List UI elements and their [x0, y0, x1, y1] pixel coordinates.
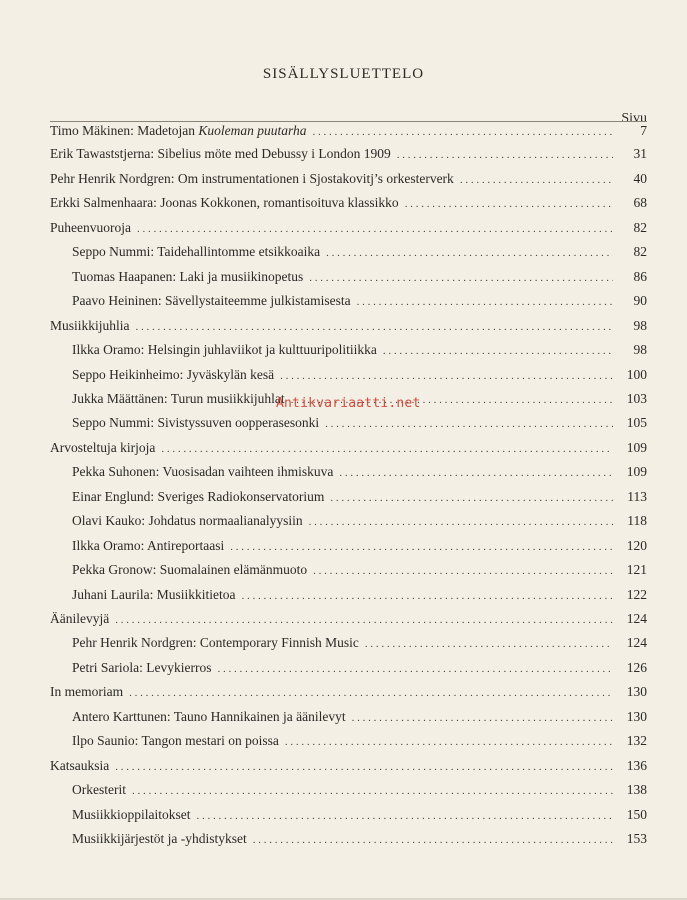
toc-entry-text: Arvosteltuja kirjoja	[50, 439, 156, 455]
toc-page-number: 82	[633, 219, 647, 235]
toc-entry-title	[72, 830, 247, 848]
toc-entry-title	[72, 414, 319, 432]
toc-entry-title	[50, 170, 454, 188]
toc-entry-title	[72, 292, 351, 310]
toc-entry	[50, 683, 647, 701]
toc-entry	[50, 439, 647, 457]
toc-entry	[72, 634, 647, 652]
leader-dots	[357, 293, 613, 311]
toc-entry	[50, 219, 647, 237]
toc-entry-text: Jukka Määttänen: Turun musiikkijuhlat	[72, 390, 285, 406]
toc-entry	[72, 537, 647, 555]
leader-dots	[280, 367, 613, 385]
toc-page-number: 90	[633, 293, 647, 309]
toc-entry-text: Ilkka Oramo: Helsingin juhlaviikot ja kulttuuripolitiikka	[72, 342, 377, 358]
toc-page-number: 86	[633, 268, 647, 284]
toc-entry-text: Pehr Henrik Nordgren: Contemporary Finnish Music	[72, 635, 359, 651]
toc-page-number: 121	[626, 562, 647, 578]
toc-page-number: 124	[626, 611, 647, 626]
toc-page-number: 31	[633, 146, 647, 162]
toc-entry	[50, 170, 647, 188]
page-title: SISÄLLYSLUETTELO	[262, 66, 425, 82]
toc-entry-title	[72, 659, 211, 677]
leader-dots	[217, 660, 613, 678]
toc-page-number: 7	[640, 123, 647, 138]
toc-entry-text: Einar Englund: Sveriges Radiokonservatorium	[72, 488, 325, 504]
toc-page-number: 100	[626, 366, 647, 382]
leader-dots	[115, 611, 613, 629]
toc-entry-text: Pekka Gronow: Suomalainen elämänmuoto	[72, 562, 308, 578]
toc-entry-title	[72, 366, 274, 384]
leader-dots	[405, 195, 613, 213]
toc-page-number: 118	[627, 513, 647, 529]
toc-entry	[72, 414, 647, 432]
toc-page-number: 105	[626, 415, 647, 431]
toc-entry-title	[72, 732, 279, 750]
toc-entry-title	[72, 708, 346, 726]
toc-page-number: 124	[626, 635, 647, 651]
toc-entry	[50, 145, 647, 163]
toc-entry-title	[72, 488, 324, 506]
toc-entry	[72, 463, 647, 481]
toc-entry-title	[72, 561, 307, 579]
leader-dots	[383, 342, 613, 360]
toc-entry-title	[72, 243, 320, 261]
toc-entry-text: Ilkka Oramo: Antireportaasi	[72, 537, 225, 553]
toc-entry-title	[50, 439, 155, 457]
toc-entry	[72, 708, 647, 726]
leader-dots	[313, 562, 613, 580]
toc-entry-text: Olavi Kauko: Johdatus normaalianalyysiin	[72, 513, 303, 529]
toc-entry-text: Antero Karttunen: Tauno Hannikainen ja äänilevyt	[72, 708, 346, 724]
toc-page-number: 113	[627, 488, 647, 504]
toc-page-number: 98	[633, 342, 647, 358]
leader-dots	[285, 733, 613, 751]
toc-page-number: 130	[626, 708, 647, 724]
leader-dots	[132, 782, 613, 800]
toc-page-number: 130	[626, 684, 647, 700]
watermark: Antikvariaatti.net	[276, 396, 421, 411]
toc-entry	[72, 561, 647, 579]
leader-dots	[137, 220, 613, 238]
leader-dots	[253, 831, 613, 849]
toc-entry-title	[72, 390, 285, 408]
toc-entry-title	[50, 683, 123, 701]
toc-entry-text: Tuomas Haapanen: Laki ja musiikinopetus	[72, 268, 304, 284]
leader-dots	[325, 415, 613, 433]
toc-entry	[72, 243, 647, 261]
toc-page-number: 40	[633, 170, 647, 186]
toc-entry	[72, 781, 647, 799]
toc-entry-text: Seppo Heikinheimo: Jyväskylän kesä	[72, 366, 275, 382]
toc-entry-text: Paavo Heininen: Sävellystaiteemme julkistamisesta	[72, 293, 351, 309]
leader-dots	[197, 807, 613, 825]
toc-entry-text: Orkesterit	[72, 782, 126, 798]
leader-dots	[309, 269, 613, 287]
toc-entry-title	[72, 341, 377, 359]
toc-entry	[50, 757, 647, 775]
toc-entry	[72, 830, 647, 848]
leader-dots	[313, 123, 613, 141]
toc-page-number: 82	[633, 244, 647, 260]
toc-entry-text: Musiikkijuhlia	[50, 317, 130, 333]
toc-page-number: 68	[633, 195, 647, 211]
leader-dots	[330, 489, 613, 507]
toc-page-number: 138	[626, 782, 647, 798]
toc-entry-text: Seppo Nummi: Sivistyssuven oopperasesonki	[72, 415, 320, 431]
toc-entry	[50, 610, 647, 628]
toc-entry	[50, 194, 647, 212]
toc-entry-italic-title: Kuoleman puutarha	[198, 123, 307, 138]
toc-entry	[50, 317, 647, 335]
toc-entry-text: Puheenvuoroja	[50, 219, 131, 235]
toc-entry	[72, 366, 647, 384]
toc-entry	[72, 512, 647, 530]
toc-entry	[72, 732, 647, 750]
toc-page-number: 122	[626, 586, 647, 602]
toc-entry-text: Musiikkioppilaitokset	[72, 806, 191, 822]
toc-entry-text: In memoriam	[50, 684, 124, 700]
leader-dots	[326, 244, 613, 262]
leader-dots	[136, 318, 613, 336]
toc-page-number: 109	[626, 439, 647, 455]
toc-entry-title	[72, 634, 359, 652]
toc-page-number: 136	[626, 757, 647, 773]
toc-entry-text: Ilpo Saunio: Tangon mestari on poissa	[72, 733, 279, 749]
toc-entry-title	[72, 537, 224, 555]
toc-entry	[72, 292, 647, 310]
leader-dots	[460, 171, 613, 189]
toc-entry-title	[72, 586, 235, 604]
leader-dots	[397, 146, 613, 164]
toc-entry	[72, 659, 647, 677]
toc-entry	[72, 586, 647, 604]
toc-page-number: 132	[626, 733, 647, 749]
toc-entry	[72, 488, 647, 506]
leader-dots	[352, 709, 613, 727]
toc-entry-text: Äänilevyjä	[50, 611, 110, 626]
toc-entry-text: Katsauksia	[50, 757, 110, 773]
toc-entry	[50, 121, 647, 140]
toc-entry-title	[50, 317, 130, 335]
toc-entry-title	[50, 757, 109, 775]
toc-entry-title	[50, 610, 109, 628]
toc-entry	[72, 268, 647, 286]
toc-entry-text: Musiikkijärjestöt ja -yhdistykset	[72, 831, 247, 847]
toc-page-number: 150	[626, 806, 647, 822]
toc-entry-text: Timo Mäkinen: Madetojan	[50, 123, 199, 138]
toc-entry-text: Petri Sariola: Levykierros	[72, 659, 212, 675]
toc-entry-title	[72, 806, 191, 824]
toc-entry	[72, 341, 647, 359]
toc-page-number: 109	[626, 464, 647, 480]
leader-dots	[365, 635, 613, 653]
toc-entry-text: Erkki Salmenhaara: Joonas Kokkonen, romantisoituva klassikko	[50, 195, 399, 211]
toc-page-number: 120	[626, 537, 647, 553]
toc-entry-text: Seppo Nummi: Taidehallintomme etsikkoaika	[72, 244, 321, 260]
toc-entry-text: Erik Tawaststjerna: Sibelius möte med Debussy i London 1909	[50, 146, 391, 162]
toc-page-number: 103	[626, 390, 647, 406]
toc-entry-title	[72, 781, 126, 799]
toc-entry-title	[72, 268, 303, 286]
toc-entry-title	[50, 145, 391, 163]
toc-entry	[72, 806, 647, 824]
leader-dots	[230, 538, 613, 556]
toc-entry-title	[50, 194, 399, 212]
page-column-header: Sivu	[621, 111, 647, 126]
toc-entry-title	[50, 122, 307, 140]
toc-page-number: 98	[633, 317, 647, 333]
toc-page-number: 153	[626, 831, 647, 847]
leader-dots	[241, 587, 613, 605]
toc-entry-title	[72, 463, 333, 481]
leader-dots	[309, 513, 613, 531]
toc-entry-text: Pehr Henrik Nordgren: Om instrumentationen i Sjostakovitj’s orkesterverk	[50, 170, 454, 186]
toc-entry-title	[72, 512, 303, 530]
toc-entry-title	[50, 219, 131, 237]
toc-entry-text: Juhani Laurila: Musiikkitietoa	[72, 586, 236, 602]
toc-entry-text: Pekka Suhonen: Vuosisadan vaihteen ihmiskuva	[72, 464, 334, 480]
leader-dots	[161, 440, 613, 458]
leader-dots	[129, 684, 613, 702]
leader-dots	[339, 464, 613, 482]
leader-dots	[115, 758, 613, 776]
toc-page-number: 126	[626, 659, 647, 675]
